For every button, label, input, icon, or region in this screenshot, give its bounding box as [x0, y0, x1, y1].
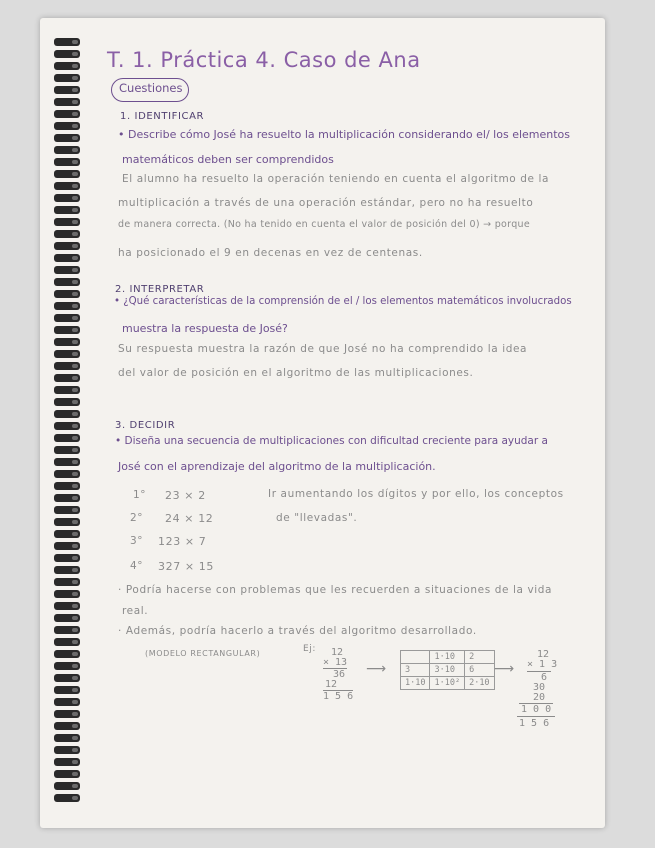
binding-ring — [54, 362, 80, 370]
calc2-row3: 20 — [533, 692, 546, 703]
binding-ring — [54, 482, 80, 490]
binding-ring — [54, 638, 80, 646]
calc1-top: 12 — [331, 647, 344, 658]
binding-ring — [54, 230, 80, 238]
binding-ring — [54, 266, 80, 274]
binding-ring — [54, 518, 80, 526]
calc1-row2: 12 — [325, 679, 338, 690]
grid-cell: 1·10 — [401, 677, 430, 690]
calc2-row1: 6 — [541, 672, 548, 683]
binding-ring — [54, 146, 80, 154]
binding-ring — [54, 326, 80, 334]
binding-ring — [54, 734, 80, 742]
bullet2-line1: · Además, podría hacerlo a través del algoritmo desarrollado. — [118, 625, 477, 637]
bullet1-line1: · Podría hacerse con problemas que les recuerden a situaciones de la vida — [118, 584, 553, 596]
binding-ring — [54, 530, 80, 538]
binding-ring — [54, 374, 80, 382]
binding-ring — [54, 158, 80, 166]
sequence-item-num: 1° — [133, 489, 147, 501]
binding-ring — [54, 338, 80, 346]
sequence-note-line2: de "llevadas". — [276, 512, 358, 524]
binding-ring — [54, 314, 80, 322]
section2-answer-line1: Su respuesta muestra la razón de que José no ha comprendido la idea — [118, 343, 528, 355]
binding-ring — [54, 242, 80, 250]
binding-ring — [54, 662, 80, 670]
calc2-rule — [527, 671, 551, 672]
arrow-icon: ⟶ — [494, 661, 515, 677]
binding-ring — [54, 170, 80, 178]
binding-ring — [54, 794, 80, 802]
rectangular-model-grid — [400, 650, 495, 690]
section1-heading: 1. IDENTIFICAR — [120, 111, 205, 122]
binding-ring — [54, 578, 80, 586]
binding-ring — [54, 626, 80, 634]
page-title: T. 1. Práctica 4. Caso de Ana — [107, 48, 421, 72]
binding-ring — [54, 494, 80, 502]
grid-cell: 1·10² — [430, 677, 465, 690]
calc2-multiplier: × 1 3 — [527, 659, 558, 670]
grid-cell: 6 — [465, 664, 494, 677]
grid-cell: 3 — [401, 664, 430, 677]
binding-ring — [54, 722, 80, 730]
binding-ring — [54, 746, 80, 754]
calc2-row4: 1 0 0 — [521, 704, 552, 715]
section1-answer-line1: El alumno ha resuelto la operación teniendo en cuenta el algoritmo de la — [122, 173, 550, 185]
binding-ring — [54, 470, 80, 478]
binding-ring — [54, 698, 80, 706]
sequence-item-num: 2° — [130, 512, 144, 524]
binding-ring — [54, 122, 80, 130]
binding-ring — [54, 398, 80, 406]
calc1-result: 1 5 6 — [323, 691, 354, 702]
binding-ring — [54, 206, 80, 214]
binding-ring — [54, 506, 80, 514]
sequence-item-expr: 23 × 2 — [165, 489, 206, 502]
example-label: Ej: — [303, 644, 317, 654]
section2-question-line2: muestra la respuesta de José? — [122, 322, 288, 335]
binding-ring — [54, 758, 80, 766]
grid-cell: 2 — [465, 651, 494, 664]
section1-answer-line4: ha posicionado el 9 en decenas en vez de centenas. — [118, 247, 423, 259]
binding-ring — [54, 410, 80, 418]
section2-question-line1: • ¿Qué características de la comprensión de el / los elementos matemáticos involucrados — [114, 296, 572, 307]
binding-ring — [54, 38, 80, 46]
binding-ring — [54, 290, 80, 298]
binding-ring — [54, 650, 80, 658]
binding-ring — [54, 554, 80, 562]
grid-cell: 1·10 — [430, 651, 465, 664]
sequence-item-expr: 24 × 12 — [165, 512, 214, 525]
binding-ring — [54, 74, 80, 82]
section2-heading: 2. INTERPRETAR — [115, 284, 205, 295]
sequence-item-num: 3° — [130, 535, 144, 547]
binding-ring — [54, 278, 80, 286]
sequence-item-expr: 327 × 15 — [158, 560, 215, 573]
binding-ring — [54, 350, 80, 358]
binding-ring — [54, 782, 80, 790]
sequence-note-line1: Ir aumentando los dígitos y por ello, los conceptos — [268, 488, 564, 500]
calc2-row2: 30 — [533, 682, 546, 693]
section1-answer-line2: multiplicación a través de una operación estándar, pero no ha resuelto — [118, 197, 534, 209]
binding-ring — [54, 446, 80, 454]
binding-ring — [54, 386, 80, 394]
binding-ring — [54, 110, 80, 118]
binding-ring — [54, 710, 80, 718]
binding-ring — [54, 686, 80, 694]
binding-ring — [54, 182, 80, 190]
binding-ring — [54, 434, 80, 442]
arrow-icon: ⟶ — [366, 661, 387, 677]
binding-ring — [54, 218, 80, 226]
binding-ring — [54, 98, 80, 106]
section1-answer-line3: de manera correcta. (No ha tenido en cuenta el valor de posición del 0) → porque — [118, 219, 530, 230]
section3-question-line2: José con el aprendizaje del algoritmo de la multiplicación. — [118, 460, 436, 473]
spiral-binding — [54, 38, 80, 808]
binding-ring — [54, 770, 80, 778]
binding-ring — [54, 86, 80, 94]
binding-ring — [54, 254, 80, 262]
calc1-multiplier: × 13 — [323, 657, 348, 668]
calc1-row1: 36 — [333, 669, 346, 680]
binding-ring — [54, 590, 80, 598]
binding-ring — [54, 566, 80, 574]
section3-heading: 3. DECIDIR — [115, 420, 176, 431]
bullet1-line2: real. — [122, 605, 149, 617]
cuestiones-label: Cuestiones — [119, 81, 183, 95]
calc2-result: 1 5 6 — [519, 718, 550, 729]
binding-ring — [54, 422, 80, 430]
binding-ring — [54, 674, 80, 682]
section2-answer-line2: del valor de posición en el algoritmo de las multiplicaciones. — [118, 367, 474, 379]
sequence-item-expr: 123 × 7 — [158, 535, 207, 548]
binding-ring — [54, 62, 80, 70]
grid-cell: 3·10 — [430, 664, 465, 677]
binding-ring — [54, 194, 80, 202]
calc2-rule — [517, 716, 555, 717]
calc2-top: 12 — [537, 649, 550, 660]
bullet2-line2: (MODELO RECTANGULAR) — [145, 649, 261, 658]
binding-ring — [54, 458, 80, 466]
binding-ring — [54, 542, 80, 550]
binding-ring — [54, 134, 80, 142]
binding-ring — [54, 602, 80, 610]
sequence-item-num: 4° — [130, 560, 144, 572]
binding-ring — [54, 614, 80, 622]
section1-question-line1: • Describe cómo José ha resuelto la multiplicación considerando el/ los elementos — [118, 128, 571, 141]
grid-cell — [401, 651, 430, 664]
binding-ring — [54, 50, 80, 58]
grid-cell: 2·10 — [465, 677, 494, 690]
binding-ring — [54, 302, 80, 310]
section1-question-line2: matemáticos deben ser comprendidos — [122, 153, 334, 166]
section3-question-line1: • Diseña una secuencia de multiplicaciones con dificultad creciente para ayudar a — [115, 435, 548, 447]
